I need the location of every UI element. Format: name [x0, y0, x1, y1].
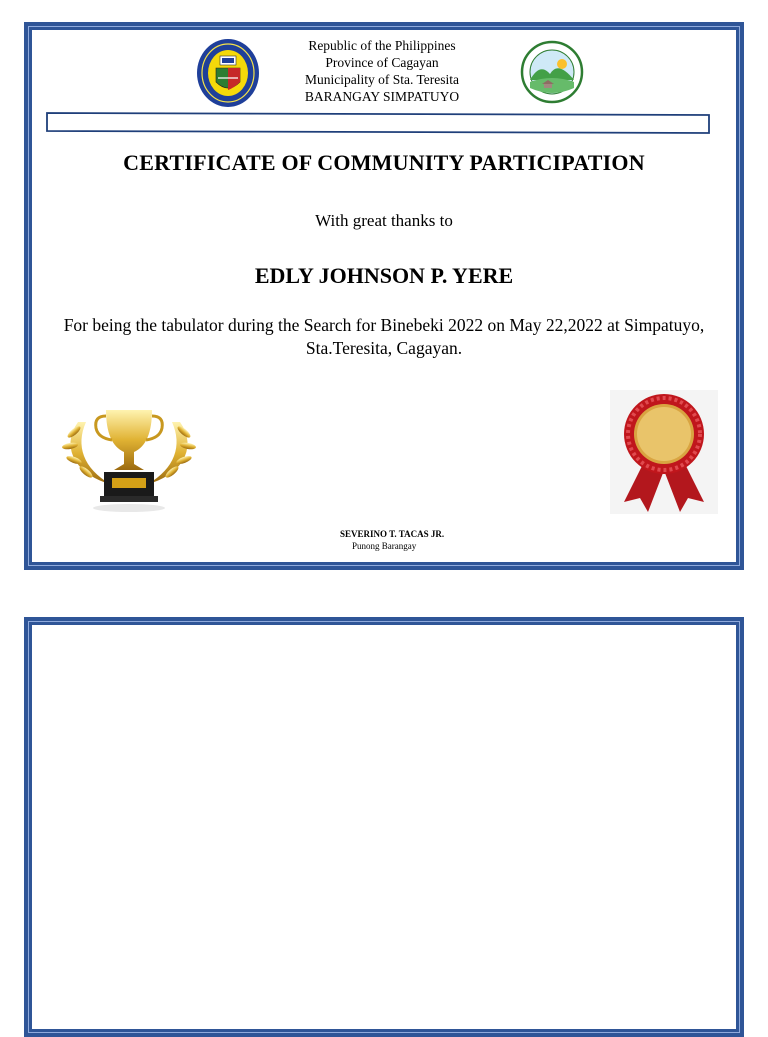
participation-reason: For being the tabulator during the Search for Binebeki 2022 on May 22,2022 at Simpatuyo, Sta.Teresita, Cagayan. — [63, 315, 705, 358]
thanks-line: With great thanks to — [315, 211, 453, 230]
certificate-page — [24, 22, 744, 570]
header-line-municipality: Municipality of Sta. Teresita — [304, 72, 460, 87]
certificate-paper — [32, 30, 736, 562]
recipient-name: EDLY JOHNSON P. YERE — [254, 263, 514, 288]
header-banner — [46, 112, 710, 134]
signatory-block — [340, 528, 444, 552]
blank-paper — [32, 625, 736, 1029]
header-line-barangay: BARANGAY SIMPATUYO — [304, 89, 460, 104]
trophy-icon — [58, 392, 200, 516]
header-line-republic: Republic of the Philippines — [308, 38, 456, 53]
signatory-name: SEVERINO T. TACAS JR. — [340, 529, 445, 539]
barangay-seal-icon — [520, 36, 584, 106]
signatory-position: Punong Barangay — [352, 541, 417, 551]
certificate-header — [232, 37, 532, 105]
medal-ribbon-icon — [610, 390, 718, 514]
header-line-province: Province of Cagayan — [325, 55, 439, 70]
blank-certificate-page — [24, 617, 744, 1037]
certificate-title: CERTIFICATE OF COMMUNITY PARTICIPATION — [123, 150, 645, 175]
